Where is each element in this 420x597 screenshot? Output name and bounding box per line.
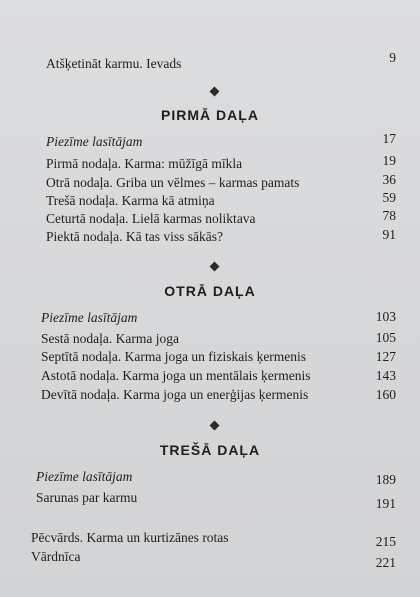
toc-entry-title[interactable]: Piezīme lasītājam: [41, 310, 138, 325]
toc-entry-title[interactable]: Piezīme lasītājam: [46, 134, 143, 149]
toc-entry-page: 127: [375, 349, 396, 364]
part3-heading: TREŠĀ DAĻA: [159, 442, 261, 458]
toc-entry-page: 189: [375, 472, 396, 487]
toc-entry-title[interactable]: Sestā nodaļa. Karma joga: [41, 331, 179, 346]
part1-heading: PIRMĀ DAĻA: [161, 107, 259, 123]
toc-entry-title[interactable]: Pēcvārds. Karma un kurtizānes rotas: [31, 530, 229, 545]
toc-intro-title[interactable]: Atšķetināt karmu. Ievads: [46, 56, 182, 71]
toc-entry-title[interactable]: Pirmā nodaļa. Karma: mūžīgā mīkla: [46, 156, 243, 171]
toc-entry-title[interactable]: Ceturtā nodaļa. Lielā karmas noliktava: [46, 211, 256, 226]
toc-entry-page: 160: [375, 387, 396, 402]
toc-entry-title[interactable]: Sarunas par karmu: [36, 490, 138, 505]
diamond-ornament-icon: [210, 421, 220, 431]
toc-entry-title[interactable]: Devītā nodaļa. Karma joga un enerģijas ķermenis: [41, 387, 309, 402]
toc-entry-page: 78: [382, 208, 396, 223]
toc-entry-title[interactable]: Septītā nodaļa. Karma joga un fiziskais ķermenis: [41, 349, 307, 364]
toc-entry-title[interactable]: Trešā nodaļa. Karma kā atmiņa: [46, 193, 215, 208]
toc-entry-title[interactable]: Otrā nodaļa. Griba un vēlmes – karmas pamats: [46, 175, 300, 190]
toc-entry-page: 105: [375, 330, 396, 345]
diamond-ornament-icon: [210, 262, 220, 272]
toc-entry-page: 215: [375, 534, 396, 549]
toc-entry-page: 191: [375, 496, 396, 511]
toc-entry-page: 221: [375, 555, 396, 570]
toc-entry-title[interactable]: Astotā nodaļa. Karma joga un mentālais ķermenis: [41, 368, 311, 383]
toc-entry-page: 36: [382, 172, 396, 187]
toc-entry-page: 103: [375, 309, 396, 324]
toc-entry-page: 19: [382, 153, 396, 168]
toc-intro-page: 9: [389, 50, 396, 65]
toc-entry-page: 17: [382, 131, 396, 146]
part2-heading: OTRĀ DAĻA: [164, 283, 256, 299]
toc-entry-title[interactable]: Piektā nodaļa. Kā tas viss sākās?: [46, 229, 223, 244]
toc-entry-page: 143: [375, 368, 396, 383]
toc-entry-title[interactable]: Vārdnīca: [31, 549, 81, 564]
toc-entry-page: 91: [382, 227, 396, 242]
toc-entry-page: 59: [382, 190, 396, 205]
toc-entry-title[interactable]: Piezīme lasītājam: [36, 469, 133, 484]
diamond-ornament-icon: [210, 87, 220, 97]
